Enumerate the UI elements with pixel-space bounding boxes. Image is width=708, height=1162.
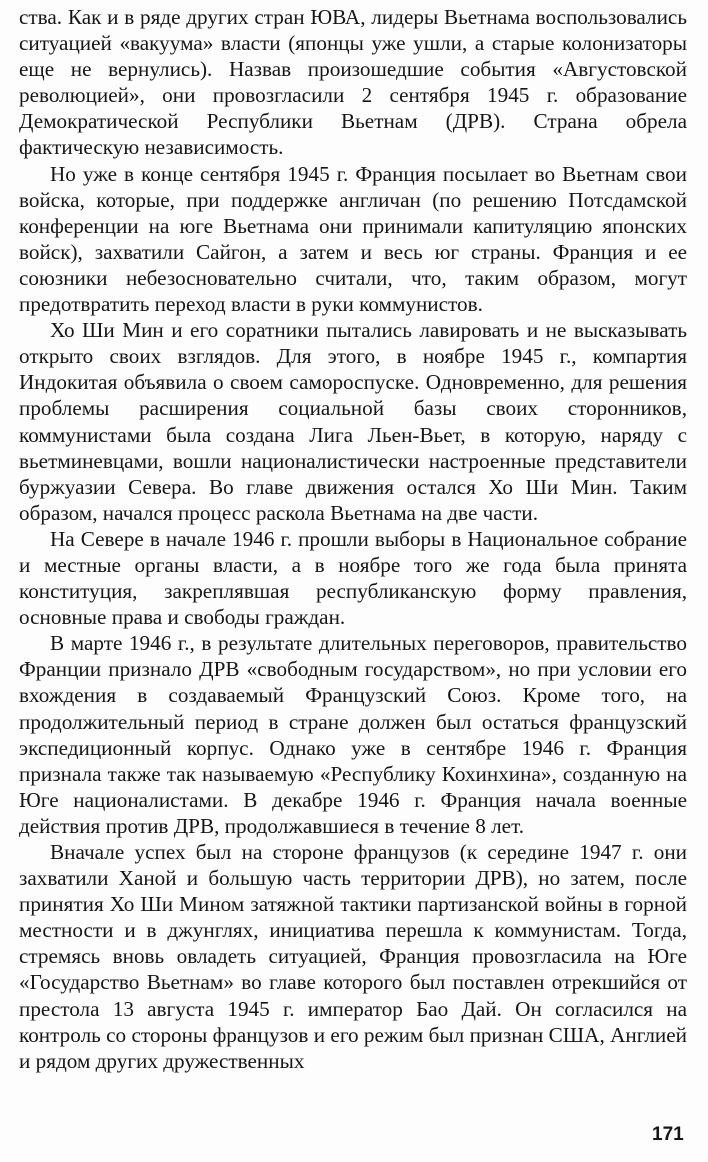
paragraph-6: Вначале успех был на стороне французов (к середине 1947 г. они захватили Ханой и большую часть территории ДРВ), но затем, после принятия Хо Ши Мином затяжной тактики партизанской войны в горной местности и в джунглях, инициатива перешла к коммунистам. Тогда, стремясь вновь овладеть ситуацией, Франция провозгласила на Юге «Государство Вьетнам» во главе которого был поставлен отрекшийся от престола 13 августа 1945 г. император Бао Дай. Он согласился на контроль со стороны французов и его режим был признан США, Англией и рядом других дружественных <box>19 840 687 1073</box>
paragraph-4: На Севере в начале 1946 г. прошли выборы в Национальное собрание и местные органы власти, а в ноябре того же года была принята конституция, закреплявшая республиканскую форму правления, основные права и свободы граждан. <box>19 526 687 630</box>
paragraph-2: Но уже в конце сентября 1945 г. Франция посылает во Вьетнам свои войска, которые, при поддержке англичан (по решению Потсдамской конференции на юге Вьетнама они принимали капитуляцию японских войск), захватили Сайгон, а затем и весь юг страны. Франция и ее союзники небезосновательно считали, что, таким образом, могут предотвратить переход власти в руки коммунистов. <box>19 161 687 317</box>
page-number: 171 <box>652 1124 684 1145</box>
paragraph-1: ства. Как и в ряде других стран ЮВА, лидеры Вьетнама воспользовались ситуацией «вакуума» власти (японцы уже ушли, а старые колонизаторы еще не вернулись). Назвав произошедшие события «Августовской революцией», они провозгласили 2 сентября 1945 г. образование Демократической Республики Вьетнам (ДРВ). Страна обрела фактическую независимость. <box>19 5 687 160</box>
paragraph-3: Хо Ши Мин и его соратники пытались лавировать и не высказывать открыто своих взглядов. Для этого, в ноябре 1945 г., компартия Индокитая объявила о своем самороспуске. Одновременно, для решения проблемы расширения социальной базы своих сторонников, коммунистами была создана Лига Льен-Вьет, в которую, наряду с вьетминевцами, вошли националистически настроенные представители буржуазии Севера. Во главе движения остался Хо Ши Мин. Таким образом, начался процесс раскола Вьетнама на две части. <box>19 318 687 525</box>
body-text <box>19 4 687 1074</box>
paragraph-5: В марте 1946 г., в результате длительных переговоров, правительство Франции признало ДРВ «свободным государством», но при условии его вхождения в создаваемый Французский Союз. Кроме того, на продолжительный период в стране должен был остаться французский экспедиционный корпус. Однако уже в сентябре 1946 г. Франция признала также так называемую «Республику Кохинхина», созданную на Юге националистами. В декабре 1946 г. Франция начала военные действия против ДРВ, продолжавшиеся в течение 8 лет. <box>19 631 687 838</box>
